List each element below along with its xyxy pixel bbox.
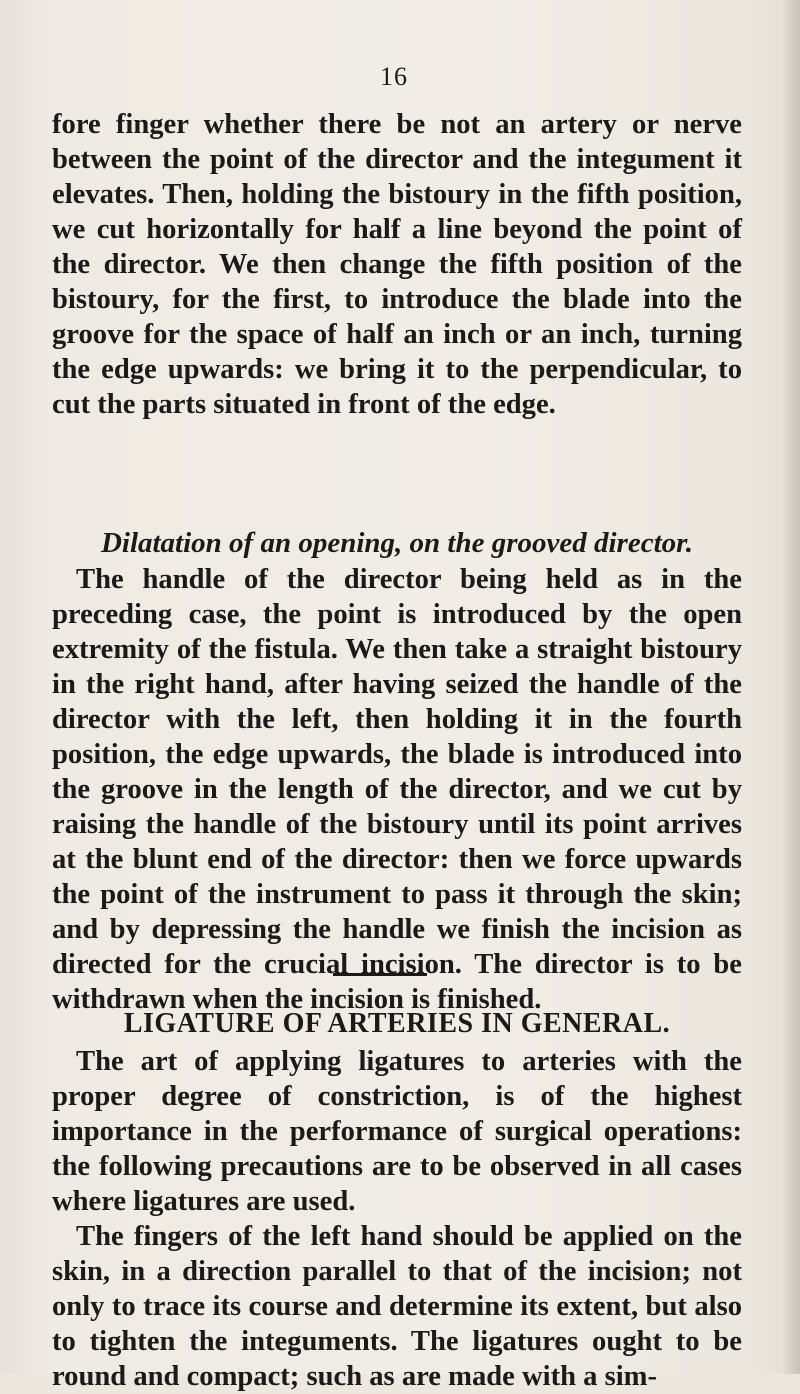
paragraph: The fingers of the left hand should be applied on the skin, in a direction parallel to that of the incision; not only to trace its course and determine its extent, but also to tighten the integuments. The ligatures ought to be round and compact; such as are made with a sim- [52,1221,742,1392]
page-edge-shadow [782,0,800,1374]
section-divider [333,973,427,976]
paragraph: The handle of the director being held as in the preceding case, the point is introduced by the open extremity of the fistula. We then take a straight bistoury in the right hand, after having seized the handle of the director with the left, then holding it in the fourth position, the edge upwards, the blade is introduced into the groove in the length of the director, and we cut by raising the handle of the bistoury until its point arrives at the blunt end of the director: then we force upwards the point of the instrument to pass it through the skin; and by depressing the handle we finish the incision as directed for the crucial incision. The director is to be withdrawn when the incision is finished. [52,564,742,1015]
paragraph: fore finger whether there be not an artery or nerve between the point of the director and the integument it elevates. Then, holding the bistoury in the fifth position, we cut horizontally for half a line beyond the point of the director. We then change the fifth position of the bistoury, for the first, to introduce the blade into the groove for the space of half an inch or an inch, turning the edge upwards: we bring it to the perpendicular, to cut the parts situated in front of the edge. [52,109,742,420]
section-title: LIGATURE OF ARTERIES IN GENERAL. [123,1008,671,1039]
text-block-top [52,107,742,422]
paragraph: The art of applying ligatures to arteries with the proper degree of constriction, is of the highest importance in the performance of surgical operations: the following precautions are to be observed in all cases where ligatures are used. [52,1046,742,1217]
text-block-bottom [52,1044,742,1394]
page-number: 16 [380,62,408,91]
text-block-middle [52,562,742,1017]
subheading: Dilatation of an opening, on the grooved director. [100,527,694,559]
